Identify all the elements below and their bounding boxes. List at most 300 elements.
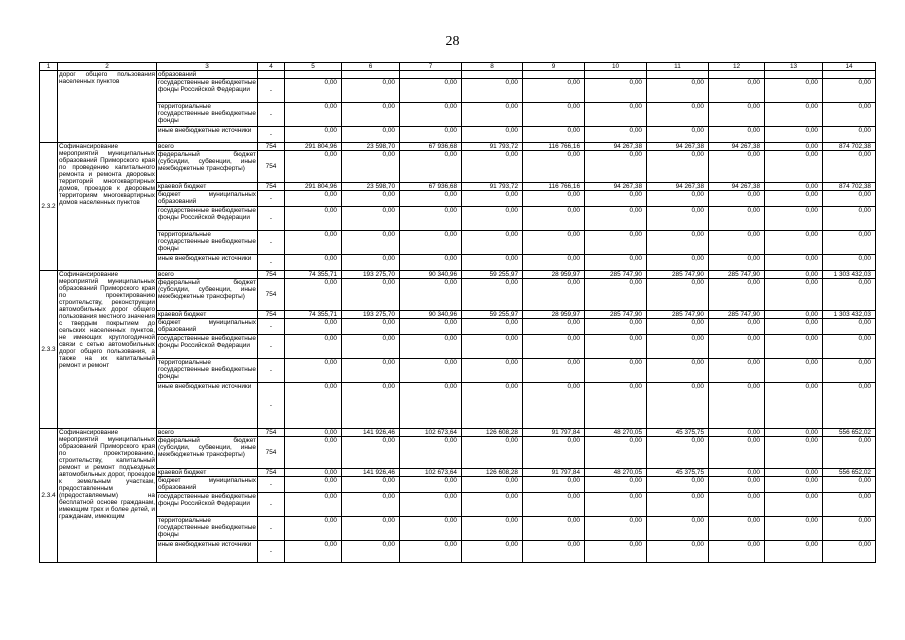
- column-header: 5: [285, 63, 342, 71]
- amount-cell: 0,00: [400, 493, 462, 517]
- table-row: [40, 151, 876, 183]
- column-header: 14: [823, 63, 876, 71]
- funding-source: территориальные государственные внебюджетные фонды: [157, 103, 258, 127]
- amount-cell: 0,00: [523, 359, 585, 383]
- amount-cell: 0,00: [523, 493, 585, 517]
- amount-cell: 0,00: [342, 255, 400, 271]
- amount-cell: 0,00: [647, 79, 709, 103]
- amount-cell: 59 255,97: [462, 311, 523, 319]
- amount-cell: 0,00: [462, 541, 523, 563]
- amount-cell: 0,00: [647, 541, 709, 563]
- amount-cell: 0,00: [585, 359, 647, 383]
- amount-cell: 141 926,46: [342, 469, 400, 477]
- column-header: 12: [709, 63, 765, 71]
- amount-cell: 0,00: [765, 437, 823, 469]
- amount-cell: 0,00: [400, 191, 462, 207]
- funding-source: иные внебюджетные источники: [157, 255, 258, 271]
- amount-cell: 0,00: [823, 151, 876, 183]
- amount-cell: 0,00: [585, 383, 647, 429]
- funding-source: территориальные государственные внебюджетные фонды: [157, 517, 258, 541]
- amount-cell: 0,00: [765, 279, 823, 311]
- amount-cell: 0,00: [462, 279, 523, 311]
- funding-source: всего: [157, 429, 258, 437]
- amount-cell: 0,00: [400, 477, 462, 493]
- amount-cell: 285 747,90: [647, 311, 709, 319]
- amount-cell: 0,00: [709, 231, 765, 255]
- amount-cell: 0,00: [823, 255, 876, 271]
- table-row: [40, 517, 876, 541]
- admin-code: 754: [258, 271, 285, 279]
- admin-code: 754: [258, 311, 285, 319]
- amount-cell: 0,00: [400, 79, 462, 103]
- amount-cell: 0,00: [709, 127, 765, 143]
- amount-cell: 0,00: [585, 79, 647, 103]
- amount-cell: 0,00: [285, 127, 342, 143]
- amount-cell: 0,00: [285, 279, 342, 311]
- amount-cell: 0,00: [462, 477, 523, 493]
- amount-cell: 0,00: [765, 151, 823, 183]
- amount-cell: 91 797,84: [523, 469, 585, 477]
- amount-cell: 0,00: [709, 541, 765, 563]
- amount-cell: 0,00: [709, 191, 765, 207]
- amount-cell: 193 275,70: [342, 311, 400, 319]
- amount-cell: 291 804,96: [285, 143, 342, 151]
- amount-cell: [523, 71, 585, 79]
- table-row: [40, 231, 876, 255]
- table-row: [40, 271, 876, 279]
- admin-code: -: [258, 103, 285, 127]
- funding-source: федеральный бюджет (субсидии, субвенции, иные межбюджетные трансферты): [157, 151, 258, 183]
- amount-cell: 0,00: [647, 319, 709, 335]
- admin-code: -: [258, 383, 285, 429]
- amount-cell: 0,00: [585, 103, 647, 127]
- amount-cell: 0,00: [400, 335, 462, 359]
- table-row: [40, 207, 876, 231]
- amount-cell: 0,00: [823, 477, 876, 493]
- amount-cell: [647, 71, 709, 79]
- column-header: 11: [647, 63, 709, 71]
- amount-cell: 0,00: [400, 383, 462, 429]
- amount-cell: 0,00: [709, 383, 765, 429]
- amount-cell: 0,00: [400, 255, 462, 271]
- amount-cell: 0,00: [462, 335, 523, 359]
- item-code: 2.3.3: [40, 271, 58, 429]
- funding-source: федеральный бюджет (субсидии, субвенции, иные межбюджетные трансферты): [157, 437, 258, 469]
- amount-cell: 0,00: [765, 143, 823, 151]
- funding-source: всего: [157, 143, 258, 151]
- funding-source: государственные внебюджетные фонды Российской Федерации: [157, 335, 258, 359]
- amount-cell: 0,00: [823, 335, 876, 359]
- amount-cell: 0,00: [585, 231, 647, 255]
- amount-cell: 102 673,64: [400, 469, 462, 477]
- amount-cell: 0,00: [400, 437, 462, 469]
- amount-cell: 0,00: [523, 231, 585, 255]
- amount-cell: 0,00: [342, 359, 400, 383]
- amount-cell: 102 673,64: [400, 429, 462, 437]
- amount-cell: 0,00: [823, 191, 876, 207]
- amount-cell: 0,00: [285, 359, 342, 383]
- amount-cell: 0,00: [400, 359, 462, 383]
- amount-cell: 0,00: [523, 151, 585, 183]
- amount-cell: 0,00: [585, 127, 647, 143]
- amount-cell: 0,00: [709, 429, 765, 437]
- amount-cell: 0,00: [342, 437, 400, 469]
- amount-cell: 28 959,97: [523, 311, 585, 319]
- amount-cell: 0,00: [285, 191, 342, 207]
- amount-cell: 0,00: [647, 231, 709, 255]
- admin-code: -: [258, 127, 285, 143]
- admin-code: [258, 71, 285, 79]
- amount-cell: 0,00: [709, 151, 765, 183]
- amount-cell: 0,00: [285, 151, 342, 183]
- funding-source: территориальные государственные внебюджетные фонды: [157, 231, 258, 255]
- amount-cell: 874 702,38: [823, 183, 876, 191]
- amount-cell: 94 267,38: [647, 183, 709, 191]
- amount-cell: [765, 71, 823, 79]
- amount-cell: 126 608,28: [462, 469, 523, 477]
- amount-cell: 0,00: [585, 477, 647, 493]
- amount-cell: 0,00: [285, 319, 342, 335]
- table-row: [40, 311, 876, 319]
- table-row: [40, 469, 876, 477]
- table-row: [40, 255, 876, 271]
- table-row: [40, 319, 876, 335]
- amount-cell: 90 340,96: [400, 311, 462, 319]
- amount-cell: 0,00: [523, 279, 585, 311]
- amount-cell: 285 747,90: [709, 271, 765, 279]
- amount-cell: 0,00: [765, 191, 823, 207]
- amount-cell: 193 275,70: [342, 271, 400, 279]
- amount-cell: 0,00: [523, 541, 585, 563]
- amount-cell: 0,00: [765, 517, 823, 541]
- item-description: Софинансирование мероприятий муниципальных образований Приморского края по проектированию, строительству, капитальный ремонт и ремонт подъездных автомобильных дорог, проездов к земельным участкам, предоставленным (предоставляемым) на бесплатной основе гражданам, имеющим трех и более детей, и гражданам, имеющим: [58, 429, 157, 563]
- table-row: [40, 71, 876, 79]
- amount-cell: 28 959,97: [523, 271, 585, 279]
- amount-cell: 0,00: [823, 319, 876, 335]
- item-code: 2.3.2: [40, 143, 58, 271]
- amount-cell: 0,00: [342, 127, 400, 143]
- amount-cell: 0,00: [342, 151, 400, 183]
- table-row: [40, 191, 876, 207]
- amount-cell: 91 797,84: [523, 429, 585, 437]
- amount-cell: 0,00: [585, 255, 647, 271]
- amount-cell: 0,00: [342, 383, 400, 429]
- amount-cell: 0,00: [400, 103, 462, 127]
- table-row: [40, 429, 876, 437]
- table-row: [40, 359, 876, 383]
- amount-cell: 141 926,46: [342, 429, 400, 437]
- amount-cell: 0,00: [400, 541, 462, 563]
- amount-cell: 556 652,02: [823, 469, 876, 477]
- amount-cell: 0,00: [400, 231, 462, 255]
- budget-table: [39, 62, 876, 563]
- amount-cell: 0,00: [462, 151, 523, 183]
- amount-cell: 0,00: [400, 517, 462, 541]
- amount-cell: 0,00: [523, 191, 585, 207]
- amount-cell: 0,00: [342, 103, 400, 127]
- column-header: 8: [462, 63, 523, 71]
- admin-code: -: [258, 79, 285, 103]
- column-header-row: [40, 63, 876, 71]
- amount-cell: 1 303 432,03: [823, 271, 876, 279]
- amount-cell: 0,00: [647, 383, 709, 429]
- amount-cell: 0,00: [765, 103, 823, 127]
- admin-code: -: [258, 359, 285, 383]
- amount-cell: 0,00: [400, 207, 462, 231]
- amount-cell: 0,00: [765, 493, 823, 517]
- amount-cell: [342, 71, 400, 79]
- amount-cell: 0,00: [709, 359, 765, 383]
- item-description: дорог общего пользования населенных пунктов: [58, 71, 157, 143]
- admin-code: 754: [258, 437, 285, 469]
- admin-code: 754: [258, 429, 285, 437]
- amount-cell: 0,00: [647, 103, 709, 127]
- amount-cell: 0,00: [647, 335, 709, 359]
- amount-cell: 0,00: [765, 127, 823, 143]
- amount-cell: [462, 71, 523, 79]
- admin-code: -: [258, 517, 285, 541]
- amount-cell: 0,00: [462, 79, 523, 103]
- amount-cell: 0,00: [765, 383, 823, 429]
- amount-cell: 0,00: [647, 191, 709, 207]
- amount-cell: 0,00: [709, 319, 765, 335]
- amount-cell: 0,00: [342, 231, 400, 255]
- funding-source: краевой бюджет: [157, 311, 258, 319]
- amount-cell: 94 267,38: [709, 183, 765, 191]
- amount-cell: 0,00: [765, 79, 823, 103]
- amount-cell: 0,00: [709, 103, 765, 127]
- amount-cell: 0,00: [342, 477, 400, 493]
- amount-cell: 0,00: [765, 311, 823, 319]
- amount-cell: 48 270,05: [585, 429, 647, 437]
- amount-cell: 0,00: [523, 207, 585, 231]
- amount-cell: 0,00: [585, 541, 647, 563]
- amount-cell: 0,00: [765, 469, 823, 477]
- amount-cell: 556 652,02: [823, 429, 876, 437]
- admin-code: -: [258, 493, 285, 517]
- column-header: 9: [523, 63, 585, 71]
- funding-source: бюджет муниципальных образований: [158, 477, 256, 491]
- amount-cell: 0,00: [585, 279, 647, 311]
- funding-source: иные внебюджетные источники: [157, 383, 258, 429]
- amount-cell: [709, 71, 765, 79]
- amount-cell: 0,00: [765, 335, 823, 359]
- amount-cell: 0,00: [765, 271, 823, 279]
- column-header: 13: [765, 63, 823, 71]
- table-row: [40, 127, 876, 143]
- amount-cell: 0,00: [523, 335, 585, 359]
- amount-cell: 0,00: [523, 477, 585, 493]
- amount-cell: 0,00: [462, 231, 523, 255]
- column-header: 4: [258, 63, 285, 71]
- amount-cell: 0,00: [647, 255, 709, 271]
- item-description: Софинансирование мероприятий муниципальных образований Приморского края по проектированию строительству, реконструкции автомобильных дорог общего пользования местного значения с твердым покрытием до сельских населенных пунктов, не имеющих круглогодичной связи с сетью автомобильных дорог общего пользования, а также на их капитальный ремонт и ремонт: [58, 271, 157, 429]
- table-row: [40, 335, 876, 359]
- amount-cell: 0,00: [462, 127, 523, 143]
- amount-cell: 1 303 432,03: [823, 311, 876, 319]
- amount-cell: 0,00: [765, 319, 823, 335]
- amount-cell: 0,00: [523, 319, 585, 335]
- amount-cell: 285 747,90: [709, 311, 765, 319]
- amount-cell: 0,00: [765, 231, 823, 255]
- amount-cell: 0,00: [285, 493, 342, 517]
- table-row: [40, 79, 876, 103]
- item-description: Софинансирование мероприятий муниципальных образований Приморского края по проведению капитального ремонта и ремонта дворовых территорий многоквартирных домов, проездов к дворовым территориям многоквартирных домов населенных пунктов: [58, 143, 157, 271]
- amount-cell: 0,00: [765, 183, 823, 191]
- funding-source: иные внебюджетные источники: [157, 541, 258, 563]
- amount-cell: 0,00: [823, 231, 876, 255]
- admin-code: 754: [258, 143, 285, 151]
- amount-cell: 285 747,90: [585, 271, 647, 279]
- amount-cell: 0,00: [285, 429, 342, 437]
- table-row: [40, 183, 876, 191]
- amount-cell: 48 270,05: [585, 469, 647, 477]
- amount-cell: 0,00: [709, 207, 765, 231]
- amount-cell: 23 598,70: [342, 183, 400, 191]
- column-header: 3: [157, 63, 258, 71]
- amount-cell: 0,00: [462, 207, 523, 231]
- funding-source: государственные внебюджетные фонды Российской Федерации: [157, 207, 258, 231]
- funding-source: государственные внебюджетные фонды Российской Федерации: [157, 79, 258, 103]
- amount-cell: 0,00: [765, 207, 823, 231]
- table-row: [40, 493, 876, 517]
- amount-cell: 0,00: [823, 127, 876, 143]
- amount-cell: 0,00: [585, 191, 647, 207]
- amount-cell: 0,00: [709, 493, 765, 517]
- amount-cell: 0,00: [709, 517, 765, 541]
- amount-cell: 91 793,72: [462, 143, 523, 151]
- amount-cell: 0,00: [709, 469, 765, 477]
- amount-cell: 0,00: [342, 207, 400, 231]
- admin-code: -: [258, 477, 285, 493]
- table-row: [40, 143, 876, 151]
- amount-cell: 0,00: [765, 541, 823, 563]
- amount-cell: 0,00: [285, 255, 342, 271]
- amount-cell: 0,00: [709, 477, 765, 493]
- amount-cell: 0,00: [342, 335, 400, 359]
- funding-source: бюджет муниципальных образований: [158, 191, 256, 205]
- amount-cell: 0,00: [285, 383, 342, 429]
- amount-cell: 0,00: [462, 319, 523, 335]
- amount-cell: [400, 71, 462, 79]
- amount-cell: 0,00: [285, 335, 342, 359]
- amount-cell: 0,00: [709, 437, 765, 469]
- amount-cell: 0,00: [647, 493, 709, 517]
- amount-cell: 116 766,16: [523, 183, 585, 191]
- amount-cell: 0,00: [585, 335, 647, 359]
- amount-cell: 0,00: [400, 279, 462, 311]
- table-row: [40, 383, 876, 429]
- table-row: [40, 279, 876, 311]
- amount-cell: 0,00: [647, 477, 709, 493]
- amount-cell: 0,00: [647, 517, 709, 541]
- funding-source: образований: [157, 71, 258, 79]
- amount-cell: 0,00: [342, 493, 400, 517]
- amount-cell: 0,00: [400, 127, 462, 143]
- table-row: [40, 541, 876, 563]
- amount-cell: 0,00: [523, 127, 585, 143]
- amount-cell: 0,00: [823, 541, 876, 563]
- amount-cell: 0,00: [342, 279, 400, 311]
- admin-code: 754: [258, 469, 285, 477]
- column-header: 10: [585, 63, 647, 71]
- admin-code: -: [258, 207, 285, 231]
- amount-cell: 0,00: [823, 517, 876, 541]
- amount-cell: 0,00: [342, 517, 400, 541]
- amount-cell: 0,00: [523, 383, 585, 429]
- page-number: 28: [445, 34, 460, 49]
- admin-code: 754: [258, 151, 285, 183]
- amount-cell: [823, 71, 876, 79]
- amount-cell: 0,00: [462, 359, 523, 383]
- amount-cell: 94 267,38: [647, 143, 709, 151]
- amount-cell: 0,00: [823, 437, 876, 469]
- funding-source: бюджет муниципальных образований: [158, 319, 256, 333]
- amount-cell: 0,00: [462, 493, 523, 517]
- amount-cell: 0,00: [585, 207, 647, 231]
- amount-cell: 91 793,72: [462, 183, 523, 191]
- amount-cell: 45 375,75: [647, 429, 709, 437]
- amount-cell: 0,00: [823, 207, 876, 231]
- amount-cell: 0,00: [823, 493, 876, 517]
- amount-cell: 0,00: [523, 103, 585, 127]
- amount-cell: 0,00: [285, 103, 342, 127]
- column-header: 7: [400, 63, 462, 71]
- amount-cell: 874 702,38: [823, 143, 876, 151]
- amount-cell: 0,00: [342, 191, 400, 207]
- amount-cell: 0,00: [823, 383, 876, 429]
- amount-cell: 0,00: [285, 477, 342, 493]
- amount-cell: 0,00: [647, 151, 709, 183]
- funding-source: территориальные государственные внебюджетные фонды: [157, 359, 258, 383]
- funding-source: иные внебюджетные источники: [157, 127, 258, 143]
- funding-source: всего: [157, 271, 258, 279]
- table-row: [40, 477, 876, 493]
- amount-cell: 0,00: [400, 151, 462, 183]
- amount-cell: 0,00: [823, 359, 876, 383]
- amount-cell: 0,00: [585, 493, 647, 517]
- amount-cell: 90 340,96: [400, 271, 462, 279]
- amount-cell: 285 747,90: [585, 311, 647, 319]
- admin-code: -: [258, 319, 285, 335]
- column-header: 1: [40, 63, 58, 71]
- amount-cell: 0,00: [523, 255, 585, 271]
- amount-cell: 23 598,70: [342, 143, 400, 151]
- amount-cell: 0,00: [462, 437, 523, 469]
- amount-cell: [285, 71, 342, 79]
- amount-cell: 0,00: [647, 279, 709, 311]
- amount-cell: [585, 71, 647, 79]
- item-code: [40, 71, 58, 143]
- amount-cell: 285 747,90: [647, 271, 709, 279]
- amount-cell: 0,00: [285, 79, 342, 103]
- amount-cell: 0,00: [342, 541, 400, 563]
- amount-cell: 0,00: [523, 437, 585, 469]
- amount-cell: 0,00: [823, 279, 876, 311]
- amount-cell: 0,00: [647, 207, 709, 231]
- amount-cell: 126 608,28: [462, 429, 523, 437]
- amount-cell: 116 766,16: [523, 143, 585, 151]
- amount-cell: 0,00: [342, 79, 400, 103]
- amount-cell: 0,00: [647, 437, 709, 469]
- amount-cell: 0,00: [523, 517, 585, 541]
- amount-cell: 0,00: [285, 231, 342, 255]
- amount-cell: 0,00: [285, 541, 342, 563]
- amount-cell: 291 804,96: [285, 183, 342, 191]
- amount-cell: 74 355,71: [285, 311, 342, 319]
- amount-cell: 0,00: [765, 429, 823, 437]
- amount-cell: 0,00: [709, 255, 765, 271]
